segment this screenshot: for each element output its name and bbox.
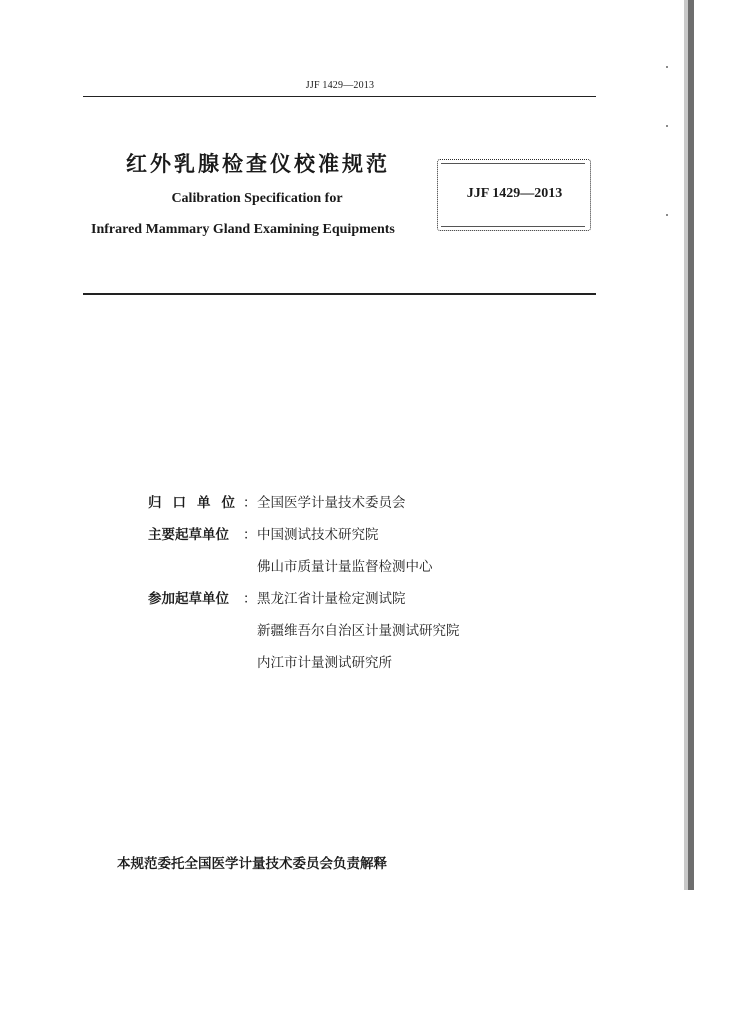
page-edge-binding (688, 0, 694, 890)
scan-speck (666, 125, 668, 127)
title-english-line2: Infrared Mammary Gland Examining Equipments (91, 222, 395, 237)
main-drafting-unit: 中国测试技术研究院 (257, 527, 379, 543)
participating-drafting-unit: 内江市计量测试研究所 (257, 655, 392, 671)
title-chinese: 红外乳腺检查仪校准规范 (126, 152, 390, 176)
scan-speck (666, 66, 668, 68)
participating-drafting-unit: 新疆维吾尔自治区计量测试研究院 (257, 623, 460, 639)
participating-drafting-label: 参加起草单位 (148, 591, 229, 607)
main-drafting-unit: 佛山市质量计量监督检测中心 (257, 559, 433, 575)
interpretation-note: 本规范委托全国医学计量技术委员会负责解释 (117, 856, 387, 872)
participating-drafting-unit: 黑龙江省计量检定测试院 (257, 591, 406, 607)
main-drafting-label: 主要起草单位 (148, 527, 229, 543)
title-english-line1: Calibration Specification for (171, 191, 343, 206)
responsible-unit-label: 归口单位 (148, 495, 246, 511)
main-drafting-colon: ： (243, 527, 257, 543)
scan-speck (666, 214, 668, 216)
standard-code-box-text: JJF 1429—2013 (466, 186, 563, 201)
participating-drafting-colon: ： (243, 591, 257, 607)
title-section-rule (83, 293, 596, 295)
responsible-unit-value: 全国医学计量技术委员会 (257, 495, 406, 511)
header-rule (83, 96, 596, 97)
responsible-unit-colon: ： (243, 495, 257, 511)
header-standard-code: JJF 1429—2013 (305, 80, 375, 91)
